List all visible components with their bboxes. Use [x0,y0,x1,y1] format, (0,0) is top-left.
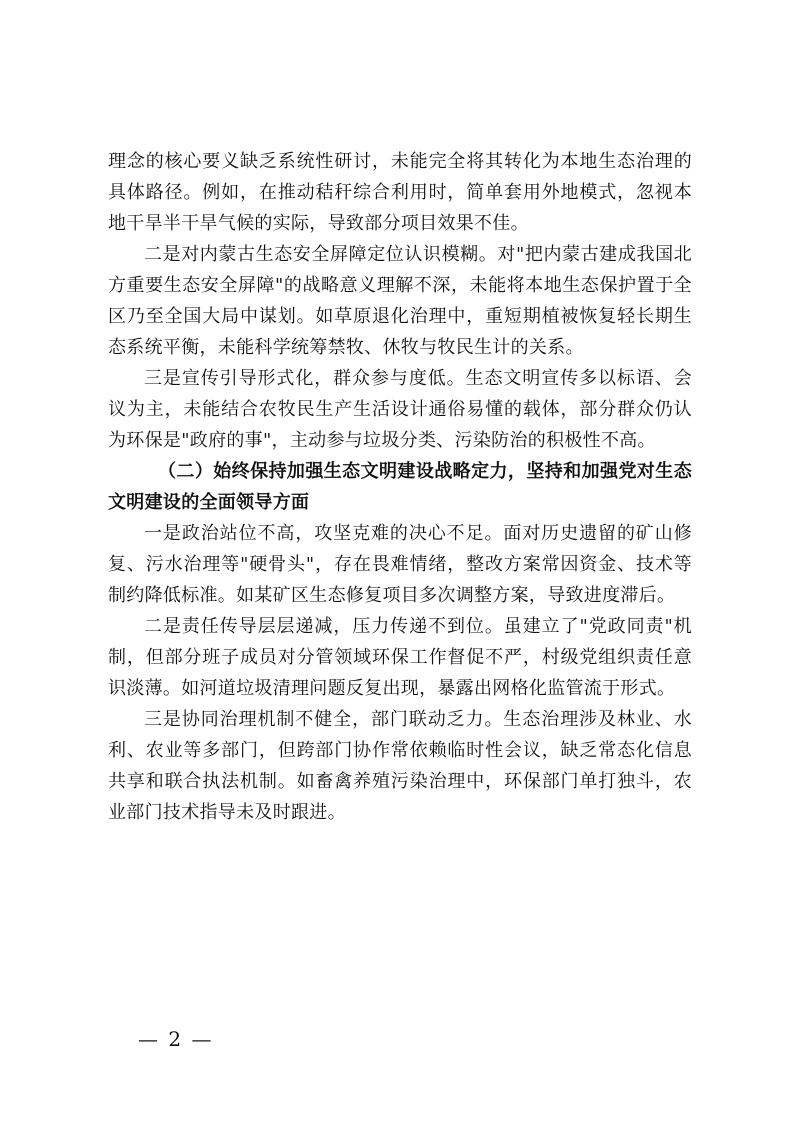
page-number: — 2 — [138,1027,214,1051]
paragraph-responsibility: 二是责任传导层层递减，压力传递不到位。虽建立了"党政同责"机制，但部分班子成员对分管领域环保工作督促不严，村级党组织责任意识淡薄。如河道垃圾清理问题反复出现，暴露出网格化监管流于形式。 [108,616,692,699]
paragraph-ecological-barrier: 二是对内蒙古生态安全屏障定位认识模糊。对"把内蒙古建成我国北方重要生态安全屏障"的战略意义理解不深，未能将本地生态保护置于全区乃至全国大局中谋划。如草原退化治理中，重短期植被恢复轻长期生态系统平衡，未能科学统筹禁牧、休牧与牧民生计的关系。 [108,244,692,358]
section-heading: （二）始终保持加强生态文明建设战略定力，坚持和加强党对生态文明建设的全面领导方面 [108,461,692,513]
paragraph-publicity: 三是宣传引导形式化，群众参与度低。生态文明宣传多以标语、会议为主，未能结合农牧民生产生活设计通俗易懂的载体，部分群众仍认为环保是"政府的事"，主动参与垃圾分类、污染防治的积极性不高。 [108,368,692,451]
paragraph-continuation: 理念的核心要义缺乏系统性研讨，未能完全将其转化为本地生态治理的具体路径。例如，在推动秸秆综合利用时，简单套用外地模式，忽视本地干旱半干旱气候的实际，导致部分项目效果不佳。 [108,151,692,234]
document-body [108,146,692,828]
paragraph-political-stance: 一是政治站位不高，攻坚克难的决心不足。面对历史遗留的矿山修复、污水治理等"硬骨头"，存在畏难情绪，整改方案常因资金、技术等制约降低标准。如某矿区生态修复项目多次调整方案，导致进度滞后。 [108,523,692,606]
paragraph-coordination: 三是协同治理机制不健全，部门联动乏力。生态治理涉及林业、水利、农业等多部门，但跨部门协作常依赖临时性会议，缺乏常态化信息共享和联合执法机制。如畜禽养殖污染治理中，环保部门单打独斗，农业部门技术指导未及时跟进。 [108,709,692,823]
